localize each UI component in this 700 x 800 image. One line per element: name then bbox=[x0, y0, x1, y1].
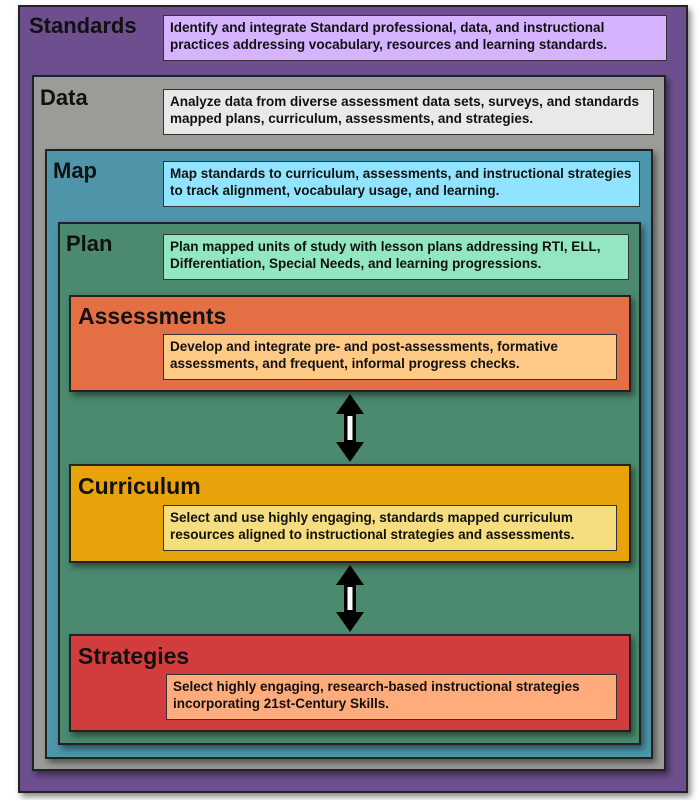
standards-description: Identify and integrate Standard professional, data, and instructional practices addressing vocabulary, resources and learning standards. bbox=[163, 15, 667, 61]
double-arrow-icon bbox=[334, 392, 366, 464]
strategies-description: Select highly engaging, research-based instructional strategies incorporating 21st-Century Skills. bbox=[166, 674, 617, 720]
strategies-title: Strategies bbox=[78, 643, 190, 669]
plan-title: Plan bbox=[66, 231, 113, 256]
data-description: Analyze data from diverse assessment data sets, surveys, and standards mapped plans, curriculum, assessments, and strategies. bbox=[163, 89, 654, 135]
curriculum-title: Curriculum bbox=[78, 473, 201, 499]
map-title: Map bbox=[53, 158, 97, 183]
assessments-title: Assessments bbox=[78, 303, 227, 329]
assessments-description: Develop and integrate pre- and post-assessments, formative assessments, and frequent, informal progress checks. bbox=[163, 334, 617, 380]
data-title: Data bbox=[40, 85, 88, 110]
map-description: Map standards to curriculum, assessments, and instructional strategies to track alignment, vocabulary usage, and learning. bbox=[163, 161, 640, 207]
double-arrow-icon bbox=[334, 563, 366, 634]
curriculum-description: Select and use highly engaging, standards mapped curriculum resources aligned to instructional strategies and assessments. bbox=[163, 505, 617, 551]
standards-title: Standards bbox=[29, 13, 137, 38]
plan-description: Plan mapped units of study with lesson plans addressing RTI, ELL, Differentiation, Special Needs, and learning progressions. bbox=[163, 234, 629, 280]
